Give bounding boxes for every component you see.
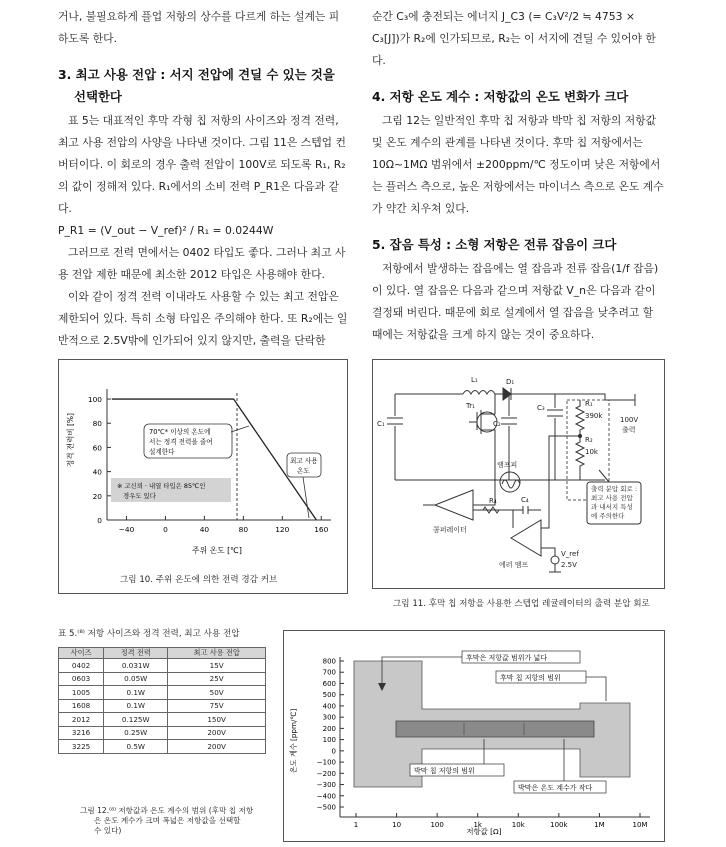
figure-12-caption-2: 은 온도 계수가 크며 폭넓은 저항값을 선택할 [94,816,241,825]
section-heading-4: 4. 저항 온도 계수 : 저항값의 온도 변화가 크다 [372,89,629,104]
table-cell: 150V [168,713,266,727]
fig10-x-tick-label: −40 [118,525,135,534]
fig11-label-r4: R₄ [489,497,497,505]
fig12-x-tick-label: 1k [473,821,482,829]
fig12-label-thick-wide: 후막은 저항값 범위가 넓다 [466,654,548,662]
fig10-note-derate-3: 설계한다 [149,448,175,456]
fig11-comparator [435,490,473,520]
table-cell: 3216 [59,726,104,740]
figure-12-caption [80,806,253,836]
table-header-row [59,648,266,659]
table-row [59,726,266,740]
fig10-y-tick-label: 60 [92,443,102,453]
right-paragraph-5: 저항에서 발생하는 잡음에는 열 잡음과 전류 잡음(1/f 잡음)이 있다. 열 잡음은 다음과 같으며 저항값 V_n은 다음과 같이 결정돼 버린다. 때문에 회로 설계에서 열 잡음을 낮추려고 할 때에는 저항값을 크게 하지 않는 것이 중요하다. [372,262,659,341]
left-paragraph-top: 거나, 불필요하게 플업 저항의 상수를 다르게 하는 설계는 피하도록 한다. [58,10,340,45]
table-header-rated-power: 정격 전력 [104,648,168,659]
fig12-x-tick-label: 100k [550,821,568,829]
fig12-xlabel: 저항값 [Ω] [466,827,502,836]
fig10-xlabel: 주위 온도 [℃] [192,546,242,555]
table-cell: 0.25W [104,726,168,740]
figure-10-frame [58,359,348,594]
fig11-label-thermo: 램프피 [497,461,518,469]
fig10-note-max-1: 최고 사용 [290,457,318,465]
fig12-y-tick-label: 300 [322,713,336,722]
fig11-note-3: 과 내서지 특성 [591,503,633,511]
figure-12-frame [283,630,665,842]
fig11-inductor-l1 [463,391,495,395]
table-row [59,699,266,713]
fig11-label-comparator: 콤퍼레이터 [433,526,467,534]
fig11-label-c4: C₄ [521,496,529,504]
fig10-y-tick-label: 40 [92,467,102,477]
right-text-column [372,6,665,346]
fig11-label-c3: C₃ [537,404,545,412]
fig10-note-max-2: 온도 [297,467,310,475]
section-heading-5: 5. 잡음 특성 : 소형 저항은 전류 잡음이 크다 [372,237,617,252]
table-row [59,672,266,686]
figure-10-chart [59,360,349,595]
fig12-x-tick-label: 10k [511,821,525,829]
table-cell: 1608 [59,699,104,713]
table-row [59,740,266,754]
fig11-label-r1-val: 390k [585,412,603,420]
fig10-x-tick-label: 40 [199,525,210,534]
fig12-x-tick-label: 10 [392,821,402,829]
table-cell: 0.1W [104,699,168,713]
table-cell: 0.031W [104,659,168,673]
table-cell: 0.125W [104,713,168,727]
fig11-label-error-amp: 에러 앰프 [499,561,529,569]
fig11-label-tr1: Tr₁ [466,402,475,410]
table-header-size: 사이즈 [59,648,104,659]
fig11-label-l1: L₁ [471,376,478,384]
table-cell: 2012 [59,713,104,727]
fig12-x-tick-label: 100 [430,821,444,829]
table-cell: 0402 [59,659,104,673]
figure-12-chart [284,631,666,843]
table-cell: 15V [168,659,266,673]
table-cell: 0.5W [104,740,168,754]
fig11-label-c1: C₁ [377,420,385,428]
fig11-resistor-r1 [576,400,584,436]
figure-11-circuit [373,360,666,590]
table-cell: 200V [168,726,266,740]
fig11-error-amp [511,520,541,556]
fig12-label-thin: 박막 칩 저항의 범위 [414,767,475,775]
fig10-x-tick-label: 120 [275,525,290,534]
fig10-x-ticks [119,516,329,534]
fig12-x-tick-label: 1 [353,821,359,829]
fig10-y-ticks [88,395,111,525]
fig11-label-r2-val: 10k [585,448,598,456]
table-row [59,686,266,700]
fig11-label-out-2: 출력 [622,426,636,434]
fig12-y-tick-label: 700 [322,668,336,677]
fig10-note-small-1: ※ 고신뢰 · 내열 타입은 85℃인 [117,482,206,490]
fig11-resistor-r2 [576,436,584,480]
section-heading-3-line1: 3. 최고 사용 전압 : 서지 전압에 견딜 수 있는 것을 [58,67,335,82]
fig12-label-thick: 후막 칩 저항의 범위 [500,674,561,682]
left-paragraph-1: 표 5는 대표적인 후막 각형 칩 저항의 사이즈와 정격 전력, 최고 사용 전압의 사양을 나타낸 것이다. 그림 11은 스텝업 컨버터이다. 이 회로의 경우 출력 전압이 100V로 되도록 R₁, R₂의 값이 정해져 있다. R₁에서의 소비 전력 P_R1은 다음과 같다. [58,114,346,215]
fig12-y-tick-label: 600 [322,679,336,688]
table-cell: 0.05W [104,672,168,686]
table-cell: 75V [168,699,266,713]
table-cell: 50V [168,686,266,700]
table-cell: 1005 [59,686,104,700]
fig10-note-derate-1: 70℃* 이상의 온도에 [149,428,211,436]
left-paragraph-3: 이와 같이 정격 전력 이내라도 사용할 수 있는 최고 전압은 제한되어 있다. 특히 소형 타입은 주의해야 한다. 또 R₂에는 일반적으로 2.5V밖에 인가되어 있지 않지만, 출력을 단락한 [58,290,348,347]
table-5-caption: 표 5.⁽⁸⁾ 저항 사이즈와 정격 전력, 최고 사용 전압 [58,629,240,639]
fig12-thin-film-region [396,721,594,737]
fig12-x-tick-label: 1M [594,821,605,829]
right-paragraph-top: 순간 C₃에 충전되는 에너지 J_C3 (= C₃V²/2 ≒ 4753 × C₃[J])가 R₂에 인가되므로, R₂는 이 서지에 견딜 수 있어야 한다. [372,10,656,67]
figure-12-caption-3: 수 있다) [94,826,122,835]
table-cell: 0.1W [104,686,168,700]
fig11-label-out-1: 100V [620,416,639,424]
fig11-vref-source [551,556,559,564]
section-heading-3-line2: 선택한다 [74,89,122,104]
fig10-x-tick-label: 0 [163,525,168,534]
fig12-y-tick-label: −300 [316,781,336,790]
fig10-x-tick-label: 80 [238,525,249,534]
figure-11-caption: 그림 11. 후막 칩 저항을 사용한 스텝업 레귤레이터의 출력 분압 회로 [393,599,650,609]
fig10-y-tick-label: 80 [92,419,102,429]
section-heading-3 [58,64,348,108]
table-5 [58,647,266,754]
fig12-y-tick-label: −100 [316,758,336,767]
table-cell: 200V [168,740,266,754]
fig11-capacitor-c1 [387,394,403,480]
fig12-y-tick-label: 400 [322,702,336,711]
fig12-y-tick-label: −400 [316,792,336,801]
fig12-y-tick-label: 100 [322,736,336,745]
right-paragraph-4: 그림 12는 일반적인 후막 칩 저항과 박막 칩 저항의 저항값 및 온도 계수의 관계를 나타낸 것이다. 후막 칩 저항에서는 10Ω~1MΩ 범위에서 ±200ppm/℃ 정도이며 낮은 저항에서는 플러스 측으로, 높은 저항에서는 마이너스 측으로 온도 계수가 약간 치우쳐 있다. [372,114,664,215]
fig11-label-r2: R₂ [585,436,593,444]
table-cell: 3225 [59,740,104,754]
fig11-note-4: 에 주의한다 [591,512,625,520]
fig10-x-tick-label: 160 [314,525,329,534]
fig11-label-c2: C₂ [493,420,501,428]
fig12-y-tick-label: 800 [322,657,336,666]
table-cell: 0603 [59,672,104,686]
fig12-y-tick-label: 200 [322,724,336,733]
fig11-label-vref: V_ref [561,550,579,558]
fig11-label-vref-val: 2.5V [561,561,577,569]
fig10-ylabel: 정격 전력비 [%] [66,413,75,467]
fig12-y-tick-label: 0 [331,747,336,756]
fig10-y-tick-label: 100 [87,395,102,405]
formula-pr1: P_R1 = (V_out − V_ref)² / R₁ = 0.0244W [58,224,274,237]
table-cell: 25V [168,672,266,686]
fig12-x-tick-label: 10M [632,821,648,829]
fig12-y-tick-label: −500 [316,803,336,812]
figure-10-caption: 그림 10. 주위 온도에 의한 전력 경감 커브 [120,575,278,585]
fig11-diode-d1 [503,388,511,400]
fig11-label-r1: R₁ [585,400,593,408]
fig10-note-small-2: 경우도 있다 [123,492,156,500]
fig12-ylabel: 온도 계수 [ppm/℃] [289,708,298,774]
fig11-note-1: 출력 분압 회로 : [591,485,638,493]
table-row [59,659,266,673]
figure-12-caption-1: 그림 12.⁽⁸⁾ 저항값과 온도 계수의 범위 (후막 칩 저항 [80,806,254,815]
fig10-y-tick-label: 0 [97,516,102,525]
fig11-note-2: 최고 사용 전압 [591,494,633,502]
left-paragraph-2: 그러므로 전력 면에서는 0402 타입도 좋다. 그러나 최고 사용 전압 제한 때문에 최소한 2012 타입은 사용해야 한다. [58,246,346,281]
left-text-column [58,6,348,352]
fig10-note-derate-2: 서는 정격 전력을 줄여 [149,438,213,446]
fig12-label-thin-tc: 박막은 온도 계수가 작다 [518,784,593,792]
table-row [59,713,266,727]
fig10-y-tick-label: 20 [92,491,102,501]
fig12-y-tick-label: −200 [316,769,336,778]
fig11-label-d1: D₁ [506,378,515,386]
fig12-y-tick-label: 500 [322,691,336,700]
fig11-capacitor-c4 [513,506,541,514]
figure-11-frame [372,359,665,589]
table-header-max-voltage: 최고 사용 전압 [168,648,266,659]
